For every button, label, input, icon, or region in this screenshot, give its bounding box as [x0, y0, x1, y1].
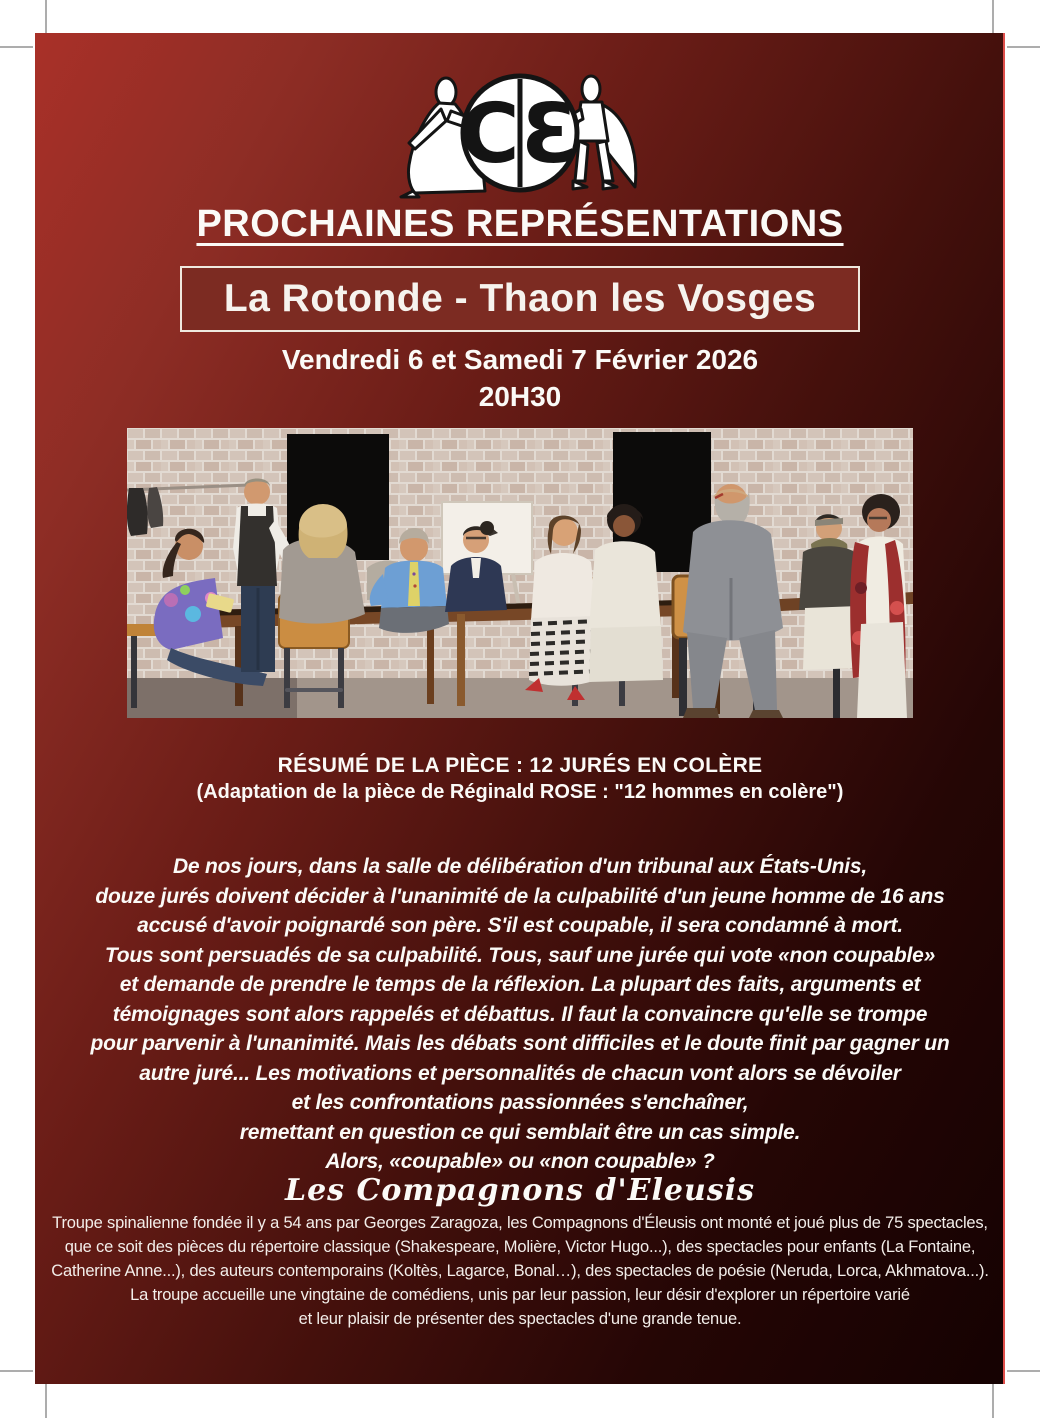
crop-mark-bottom-right-h — [1007, 1370, 1040, 1372]
troupe-description-line: Troupe spinalienne fondée il y a 54 ans par Georges Zaragoza, les Compagnons d'Éleusis ont monté et joué plus de 75 spectacles, — [52, 1214, 988, 1232]
resume-title: RÉSUMÉ DE LA PIÈCE : 12 JURÉS EN COLÈRE — [277, 754, 763, 777]
crop-mark-top-right-v — [992, 0, 994, 33]
page-title: PROCHAINES REPRÉSENTATIONS — [196, 203, 844, 245]
resume-line: autre juré... Les motivations et personnalités de chacun vont alors se dévoiler — [139, 1061, 901, 1085]
resume-line: Tous sont persuadés de sa culpabilité. Tous, sauf une jurée qui vote «non coupable» — [104, 943, 936, 967]
venue-banner — [180, 266, 860, 332]
show-dates — [35, 341, 1005, 415]
resume-line: pour parvenir à l'unanimité. Mais les débats sont difficiles et le doute finit par gagner un — [90, 1032, 950, 1055]
troupe-description — [35, 1211, 1005, 1331]
crop-mark-top-right-h — [1007, 46, 1040, 48]
crop-mark-top-left-h — [0, 46, 33, 48]
troupe-description-line: et leur plaisir de présenter des spectacles d'une grande tenue. — [298, 1310, 742, 1328]
crop-mark-bottom-right-v — [992, 1384, 994, 1418]
troupe-description-line: La troupe accueille une vingtaine de comédiens, unis par leur passion, leur désir d'explorer un répertoire varié — [130, 1286, 910, 1304]
troupe-description-line: Catherine Anne...), des auteurs contemporains (Koltès, Lagarce, Bonal…), des spectacles de poésie (Neruda, Lorca, Akhmatova...). — [51, 1262, 989, 1280]
stage-photo — [127, 428, 913, 718]
resume-line: Alors, «coupable» ou «non coupable» ? — [325, 1150, 715, 1173]
crop-mark-bottom-left-h — [0, 1370, 33, 1372]
troupe-description-line: que ce soit des pièces du répertoire classique (Shakespeare, Molière, Victor Hugo...), des spectacles pour enfants (La Fontaine, — [64, 1238, 976, 1256]
resume-line: témoignages sont alors rappelés et débattus. Il faut la convaincre qu'elle se trompe — [112, 1002, 928, 1026]
resume-line: douze jurés doivent décider à l'unanimité de la culpabilité d'un jeune homme de 16 ans — [95, 884, 945, 908]
crop-mark-bottom-left-v — [45, 1384, 47, 1418]
compagnons-eleusis-logo-icon — [389, 69, 651, 201]
show-dates-line: Vendredi 6 et Samedi 7 Février 2026 — [281, 344, 759, 375]
resume-line: remettant en question ce qui semblait être un cas simple. — [239, 1120, 801, 1144]
crop-mark-top-left-v — [45, 0, 47, 33]
resume-line: et les confrontations passionnées s'enchaîner, — [291, 1091, 749, 1114]
poster-sheet — [35, 33, 1005, 1384]
venue-banner-label: La Rotonde - Thaon les Vosges — [223, 277, 817, 320]
resume-paragraph — [35, 852, 1005, 1177]
troupe-logo — [35, 69, 1005, 206]
show-time: 20H30 — [478, 381, 562, 412]
logo-initials: CƐ — [459, 87, 581, 182]
resume-subtitle: (Adaptation de la pièce de Réginald ROSE : "12 hommes en colère") — [196, 781, 844, 803]
resume-line: De nos jours, dans la salle de délibération d'un tribunal aux États-Unis, — [172, 855, 868, 878]
resume-line: et demande de prendre le temps de la réflexion. La plupart des faits, arguments et — [119, 973, 921, 996]
resume-line: accusé d'avoir poignardé son père. S'il est coupable, il sera condamné à mort. — [137, 914, 903, 937]
troupe-name: Les Compagnons d'Eleusis — [284, 1173, 755, 1208]
